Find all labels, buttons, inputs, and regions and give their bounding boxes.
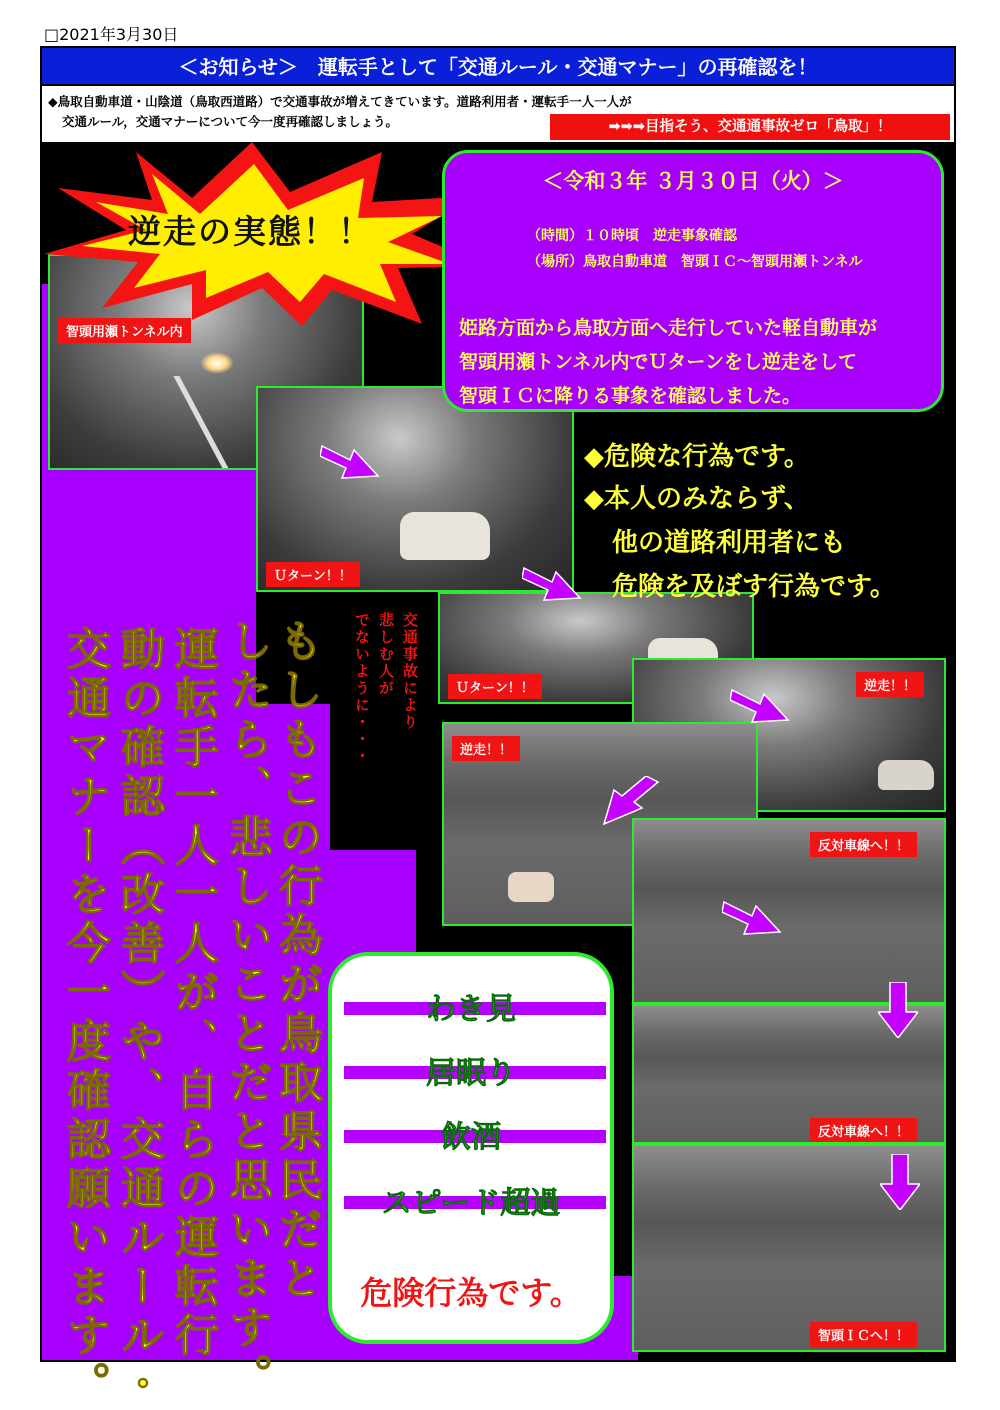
intro-line-2: 交通ルール，交通マナーについて今一度再確認しましょう。	[62, 114, 399, 129]
caption-tunnel: 智頭用瀬トンネル内	[58, 318, 191, 343]
arrow-down-icon	[880, 1154, 920, 1210]
arrow-icon	[522, 558, 582, 606]
caption-uturn-2: Ｕターン！！	[448, 674, 542, 699]
incident-body-1: 姫路方面から鳥取方面へ走行していた軽自動車が	[459, 317, 878, 339]
car	[508, 872, 554, 902]
car	[400, 512, 490, 560]
red-column-2: 悲しむ人が	[377, 612, 395, 697]
red-column-3: でないように・・・	[353, 612, 371, 765]
caption-uturn-1: Ｕターン！！	[266, 562, 360, 587]
message-column-5: 交通マナーを今一度確認願います。	[59, 626, 110, 1410]
document-date: □2021年3月30日	[44, 25, 179, 44]
red-column-1: 交通事故により	[401, 612, 419, 731]
intro-line-1: ◆鳥取自動車道・山陰道（鳥取西道路）で交通事故が増えてきています。道路利用者・運転手一人一人が	[48, 94, 632, 109]
warning-line-4: 危険を及ぼす行為です。	[612, 572, 896, 602]
danger-item-2: 居眠り	[426, 1056, 516, 1091]
warning-line-3: 他の道路利用者にも	[612, 528, 847, 558]
caption-to-ic: 智頭ＩＣへ！！	[810, 1322, 917, 1347]
danger-list-box	[328, 952, 614, 1344]
headlight	[200, 352, 234, 374]
message-column-3: 運転手一人一人が、自らの運転行	[167, 626, 218, 1361]
arrow-icon	[730, 680, 790, 728]
message-column-1: もしもこの行為が鳥取県民だと	[271, 618, 322, 1304]
arrow-icon	[722, 892, 782, 940]
intro-box	[42, 86, 954, 144]
incident-info-box	[442, 150, 944, 412]
caption-wrong-way-2: 逆走！！	[452, 736, 520, 761]
incident-body-3: 智頭ＩＣに降りる事象を確認しました。	[459, 385, 802, 407]
arrow-icon	[600, 776, 660, 828]
danger-conclusion: 危険行為です。	[360, 1274, 582, 1312]
photo-opposite-lane-1	[632, 818, 946, 1004]
incident-time: （時間）１０時頃 逆走事象確認	[527, 228, 737, 244]
danger-item-3: 飲酒	[441, 1120, 501, 1155]
goal-badge: ➡➡➡目指そう、交通通事故ゼロ「鳥取」！	[550, 114, 950, 140]
wrong-way-title: 逆走の実態！！	[128, 212, 373, 251]
road-lane	[173, 376, 232, 470]
caption-opposite-1: 反対車線へ！！	[810, 832, 917, 857]
arrow-icon	[320, 436, 380, 484]
danger-item-4: スピード超過	[381, 1186, 561, 1221]
notice-banner: ＜お知らせ＞ 運転手として「交通ルール・交通マナー」の再確認を！	[42, 48, 954, 86]
incident-place: （場所）鳥取自動車道 智頭ＩＣ～智頭用瀬トンネル	[527, 254, 863, 270]
warning-line-1: ◆危険な行為です。	[584, 442, 810, 472]
incident-body-2: 智頭用瀬トンネル内でＵターンをし逆走をして	[459, 351, 858, 373]
warning-line-2: ◆本人のみならず、	[584, 484, 810, 514]
caption-wrong-way-1: 逆走！！	[856, 672, 924, 697]
danger-item-1: わき見	[426, 992, 516, 1027]
car	[878, 760, 934, 790]
arrow-down-icon	[878, 982, 918, 1038]
message-column-4: 動の確認（改善）や、交通ルール・	[113, 626, 164, 1410]
caption-opposite-2: 反対車線へ！！	[810, 1118, 917, 1143]
message-column-2: したら、悲しいことだと思います。	[221, 618, 272, 1402]
incident-date: ＜令和３年 ３月３０日（火）＞	[542, 169, 844, 193]
